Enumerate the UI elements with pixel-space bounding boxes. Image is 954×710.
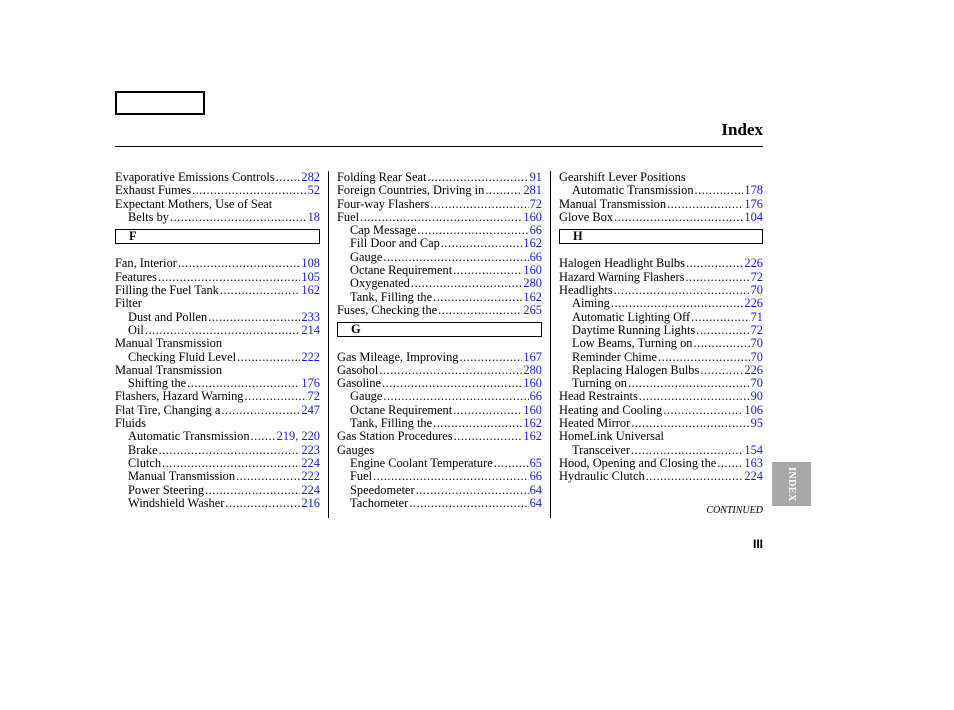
index-entry[interactable] (337, 430, 542, 443)
index-subentry[interactable] (337, 417, 542, 430)
index-entry (115, 198, 320, 211)
entry-text: Glove Box (559, 209, 614, 224)
entry-text: Tank, Filling the (350, 289, 433, 304)
entry-text: Hazard Warning Flashers (559, 269, 685, 284)
dot-leader (411, 277, 523, 290)
side-tab-label: INDEX (786, 466, 797, 502)
entry-text: Gas Mileage, Improving (337, 349, 459, 364)
page-link[interactable]: 224 (301, 482, 320, 497)
section-header-g: G (337, 322, 542, 337)
index-subentry[interactable] (559, 444, 763, 457)
index-entry[interactable] (115, 404, 320, 417)
page-link[interactable]: 162 (523, 416, 542, 431)
dot-leader (205, 484, 300, 497)
dot-leader (438, 304, 522, 317)
page-link[interactable]: 72 (529, 196, 542, 211)
dot-leader (379, 364, 522, 377)
entry-text: Exhaust Fumes (115, 183, 192, 198)
entry-text: Fuel (337, 209, 360, 224)
index-tab-box (115, 91, 205, 115)
page-link[interactable]: 72 (750, 269, 763, 284)
index-entry[interactable] (115, 284, 320, 297)
dot-leader (433, 291, 522, 304)
page-link[interactable]: 108 (301, 256, 320, 271)
dot-leader (494, 457, 529, 470)
index-column-1 (115, 171, 320, 510)
index-subentry[interactable] (115, 377, 320, 390)
index-entry[interactable] (337, 377, 542, 390)
dot-leader (225, 497, 300, 510)
index-entry[interactable] (115, 257, 320, 270)
entry-text: Tank, Filling the (350, 416, 433, 431)
page-link[interactable]: 224 (744, 469, 763, 484)
entry-text: Halogen Headlight Bulbs (559, 256, 685, 271)
index-entry[interactable] (115, 171, 320, 184)
page-link[interactable]: 162 (301, 283, 320, 298)
entry-text: Fan, Interior (115, 256, 177, 271)
entry-text: Evaporative Emissions Controls (115, 170, 275, 184)
index-entry[interactable] (559, 257, 763, 270)
entry-text: Foreign Countries, Driving in (337, 183, 485, 198)
dot-leader (717, 457, 743, 470)
column-divider (328, 171, 329, 518)
index-entry[interactable] (115, 390, 320, 403)
page-link[interactable]: 226 (744, 256, 763, 271)
page-link[interactable]: 281 (523, 183, 542, 198)
dot-leader (441, 237, 523, 250)
page-link[interactable]: 222 (301, 469, 320, 484)
dot-leader (631, 417, 749, 430)
dot-leader (245, 390, 307, 403)
index-subentry[interactable] (559, 377, 763, 390)
dot-leader (159, 444, 301, 457)
dot-leader (639, 390, 750, 403)
page-link[interactable]: 280 (523, 362, 542, 377)
index-subentry[interactable] (115, 351, 320, 364)
page-link[interactable]: 162 (523, 429, 542, 444)
index-side-tab[interactable] (772, 462, 811, 506)
index-subentry[interactable] (115, 311, 320, 324)
index-subentry[interactable] (337, 264, 542, 277)
page-link[interactable]: 70 (750, 283, 763, 298)
entry-text: Automatic Transmission (128, 429, 250, 444)
page-link[interactable]: 219, 220 (276, 429, 320, 444)
dot-leader (693, 337, 749, 350)
page-number: III (752, 537, 763, 551)
page-link[interactable]: 226 (744, 362, 763, 377)
dot-leader (187, 377, 300, 390)
dot-leader (631, 444, 743, 457)
dot-leader (695, 184, 744, 197)
page-link[interactable]: 71 (750, 309, 763, 324)
index-entry[interactable] (337, 171, 542, 184)
entry-text: Gasoline (337, 376, 382, 391)
entry-text: Fill Door and Cap (350, 236, 440, 251)
page-link[interactable]: 90 (750, 389, 763, 404)
dot-leader (685, 271, 749, 284)
entry-text: Gauge (350, 389, 383, 404)
page-link[interactable]: 222 (301, 349, 320, 364)
dot-leader (192, 184, 307, 197)
entry-text: Gauge (350, 249, 383, 264)
page-title: Index (721, 120, 763, 139)
dot-leader (485, 184, 522, 197)
dot-leader (430, 198, 528, 211)
index-subentry[interactable] (115, 457, 320, 470)
entry-text: Windshield Washer (128, 495, 225, 510)
entry-text: Features (115, 269, 157, 284)
index-entry[interactable] (559, 417, 763, 430)
page-link[interactable]: 162 (523, 236, 542, 251)
index-subentry[interactable] (559, 364, 763, 377)
index-entry[interactable] (559, 404, 763, 417)
entry-text: Gearshift Lever Positions (559, 170, 686, 184)
entry-text: Automatic Transmission (572, 183, 694, 198)
index-entry[interactable] (559, 284, 763, 297)
dot-leader (663, 404, 743, 417)
dot-leader (427, 171, 528, 184)
index-entry[interactable] (337, 364, 542, 377)
index-subentry[interactable] (337, 251, 542, 264)
header-rule (115, 146, 763, 147)
page-link[interactable]: 280 (523, 276, 542, 291)
entry-text: Fuel (350, 469, 373, 484)
entry-text: Gasohol (337, 362, 379, 377)
dot-leader (700, 364, 743, 377)
index-subentry[interactable] (115, 484, 320, 497)
index-entry (559, 171, 763, 184)
dot-leader (628, 377, 750, 390)
entry-text: Expectant Mothers, Use of Seat (115, 196, 273, 211)
page-link[interactable]: 167 (523, 349, 542, 364)
index-subentry[interactable] (337, 291, 542, 304)
entry-text: Engine Coolant Temperature (350, 455, 493, 470)
index-subentry[interactable] (559, 337, 763, 350)
dot-leader (614, 284, 750, 297)
index-subentry[interactable] (559, 324, 763, 337)
page-link[interactable]: 95 (750, 416, 763, 431)
entry-text: Head Restraints (559, 389, 638, 404)
entry-text: Clutch (128, 455, 162, 470)
page-link[interactable]: 66 (529, 389, 542, 404)
entry-text: Manual Transmission (115, 362, 223, 377)
entry-text: Flat Tire, Changing a (115, 402, 221, 417)
index-entry[interactable] (115, 184, 320, 197)
entry-text: Hydraulic Clutch (559, 469, 645, 484)
index-entry (115, 364, 320, 377)
index-subentry[interactable] (115, 444, 320, 457)
page-link[interactable]: 64 (529, 495, 542, 510)
index-subentry[interactable] (115, 324, 320, 337)
dot-leader (454, 430, 523, 443)
dot-leader (416, 484, 529, 497)
page-link[interactable]: 64 (529, 482, 542, 497)
page-link[interactable]: 160 (523, 209, 542, 224)
page-link[interactable]: 70 (750, 349, 763, 364)
entry-text: Manual Transmission (128, 469, 236, 484)
dot-leader (453, 264, 522, 277)
entry-text: Dust and Pollen (128, 309, 208, 324)
dot-leader (373, 470, 529, 483)
dot-leader (459, 351, 522, 364)
entry-text: Octane Requirement (350, 402, 453, 417)
page-link[interactable]: 66 (529, 469, 542, 484)
page-link[interactable]: 66 (529, 249, 542, 264)
index-subentry[interactable] (337, 470, 542, 483)
page-link[interactable]: 104 (744, 209, 763, 224)
index-entry[interactable] (337, 211, 542, 224)
dot-leader (276, 171, 301, 184)
dot-leader (433, 417, 522, 430)
page-link[interactable]: 72 (750, 322, 763, 337)
entry-text: Fuses, Checking the (337, 302, 438, 317)
index-entry[interactable] (337, 351, 542, 364)
page-link[interactable]: 224 (301, 455, 320, 470)
dot-leader (696, 324, 749, 337)
page-link[interactable]: 178 (744, 183, 763, 198)
dot-leader (145, 324, 301, 337)
entry-text: Fluids (115, 416, 146, 431)
page-link[interactable]: 226 (744, 296, 763, 311)
dot-leader (178, 257, 300, 270)
index-entry (559, 430, 763, 443)
section-header-h: H (559, 229, 763, 244)
entry-text: Gas Station Procedures (337, 429, 453, 444)
index-subentry[interactable] (559, 184, 763, 197)
entry-text: Low Beams, Turning on (572, 336, 693, 351)
index-subentry[interactable] (337, 497, 542, 510)
page-link[interactable]: 106 (744, 402, 763, 417)
index-subentry[interactable] (337, 390, 542, 403)
entry-text: Aiming (572, 296, 610, 311)
dot-leader (686, 257, 743, 270)
index-subentry[interactable] (337, 237, 542, 250)
dot-leader (382, 377, 522, 390)
index-subentry[interactable] (115, 470, 320, 483)
entry-text: Octane Requirement (350, 263, 453, 278)
page-link[interactable]: 233 (301, 309, 320, 324)
page-link[interactable]: 154 (744, 442, 763, 457)
index-subentry[interactable] (337, 404, 542, 417)
page-link[interactable]: 160 (523, 376, 542, 391)
page-link[interactable]: 282 (301, 170, 320, 184)
dot-leader (667, 198, 743, 211)
entry-text: Belts by (128, 209, 169, 224)
column-divider (550, 171, 551, 518)
index-subentry[interactable] (115, 430, 320, 443)
dot-leader (158, 271, 300, 284)
entry-text: HomeLink Universal (559, 429, 664, 444)
dot-leader (170, 211, 307, 224)
continued-label: CONTINUED (706, 505, 763, 516)
dot-leader (221, 404, 300, 417)
index-entry[interactable] (337, 184, 542, 197)
page-link[interactable]: 160 (523, 402, 542, 417)
entry-text: Heating and Cooling (559, 402, 663, 417)
entry-text: Gauges (337, 442, 375, 457)
index-subentry[interactable] (559, 351, 763, 364)
dot-leader (236, 470, 300, 483)
dot-leader (691, 311, 749, 324)
page-link[interactable]: 18 (307, 209, 320, 224)
index-entry[interactable] (337, 304, 542, 317)
page-link[interactable]: 216 (301, 495, 320, 510)
dot-leader (360, 211, 522, 224)
index-entry[interactable] (559, 211, 763, 224)
index-entry (115, 337, 320, 350)
dot-leader (162, 457, 300, 470)
index-subentry[interactable] (115, 497, 320, 510)
page-link[interactable]: 91 (529, 170, 542, 184)
index-subentry[interactable] (337, 457, 542, 470)
entry-text: Four-way Flashers (337, 196, 430, 211)
entry-text: Cap Message (350, 223, 417, 238)
entry-text: Filter (115, 296, 142, 311)
dot-leader (658, 351, 750, 364)
index-subentry[interactable] (337, 484, 542, 497)
dot-leader (417, 224, 528, 237)
entry-text: Turning on (572, 376, 627, 391)
entry-text: Power Steering (128, 482, 205, 497)
dot-leader (409, 497, 528, 510)
entry-text: Oxygenated (350, 276, 410, 291)
index-entry[interactable] (559, 271, 763, 284)
page-link[interactable]: 176 (301, 376, 320, 391)
index-subentry[interactable] (115, 211, 320, 224)
dot-leader (208, 311, 300, 324)
entry-text: Daytime Running Lights (572, 322, 696, 337)
entry-text: Speedometer (350, 482, 415, 497)
page-link[interactable]: 223 (301, 442, 320, 457)
page-link[interactable]: 52 (307, 183, 320, 198)
dot-leader (220, 284, 301, 297)
dot-leader (453, 404, 522, 417)
index-entry (337, 444, 542, 457)
index-entry[interactable] (559, 457, 763, 470)
entry-text: Checking Fluid Level (128, 349, 237, 364)
entry-text: Transceiver (572, 442, 631, 457)
dot-leader (611, 297, 744, 310)
page-link[interactable]: 214 (301, 322, 320, 337)
index-subentry[interactable] (337, 277, 542, 290)
index-entry[interactable] (115, 271, 320, 284)
dot-leader (383, 390, 528, 403)
index-entry[interactable] (337, 198, 542, 211)
section-header-f: F (115, 229, 320, 244)
entry-text: Hood, Opening and Closing the (559, 455, 717, 470)
dot-leader (237, 351, 300, 364)
index-subentry[interactable] (337, 224, 542, 237)
index-column-3 (559, 171, 763, 484)
dot-leader (251, 430, 276, 443)
page-link[interactable]: 105 (301, 269, 320, 284)
index-entry[interactable] (559, 198, 763, 211)
entry-text: Manual Transmission (115, 336, 223, 351)
page-link[interactable]: 70 (750, 376, 763, 391)
entry-text: Tachometer (350, 495, 409, 510)
page-link[interactable]: 65 (529, 455, 542, 470)
dot-leader (383, 251, 528, 264)
index-entry (115, 417, 320, 430)
dot-leader (646, 470, 744, 483)
entry-text: Reminder Chime (572, 349, 657, 364)
page-link[interactable]: 265 (523, 302, 542, 317)
page-link[interactable]: 160 (523, 263, 542, 278)
entry-text: Brake (128, 442, 158, 457)
index-column-2 (337, 171, 542, 510)
page-link[interactable]: 66 (529, 223, 542, 238)
page-link[interactable]: 70 (750, 336, 763, 351)
index-entry[interactable] (559, 470, 763, 483)
page-link[interactable]: 72 (307, 389, 320, 404)
entry-text: Heated Mirror (559, 416, 631, 431)
page-link[interactable]: 176 (744, 196, 763, 211)
entry-text: Shifting the (128, 376, 187, 391)
page-link[interactable]: 163 (744, 455, 763, 470)
page-link[interactable]: 162 (523, 289, 542, 304)
entry-text: Flashers, Hazard Warning (115, 389, 244, 404)
entry-text: Folding Rear Seat (337, 170, 427, 184)
index-subentry[interactable] (559, 297, 763, 310)
dot-leader (614, 211, 743, 224)
entry-text: Replacing Halogen Bulbs (572, 362, 700, 377)
entry-text: Headlights (559, 283, 613, 298)
index-entry[interactable] (559, 390, 763, 403)
entry-text: Manual Transmission (559, 196, 667, 211)
entry-text: Oil (128, 322, 144, 337)
entry-text: Filling the Fuel Tank (115, 283, 219, 298)
index-entry (115, 297, 320, 310)
entry-text: Automatic Lighting Off (572, 309, 691, 324)
index-subentry[interactable] (559, 311, 763, 324)
page-link[interactable]: 247 (301, 402, 320, 417)
